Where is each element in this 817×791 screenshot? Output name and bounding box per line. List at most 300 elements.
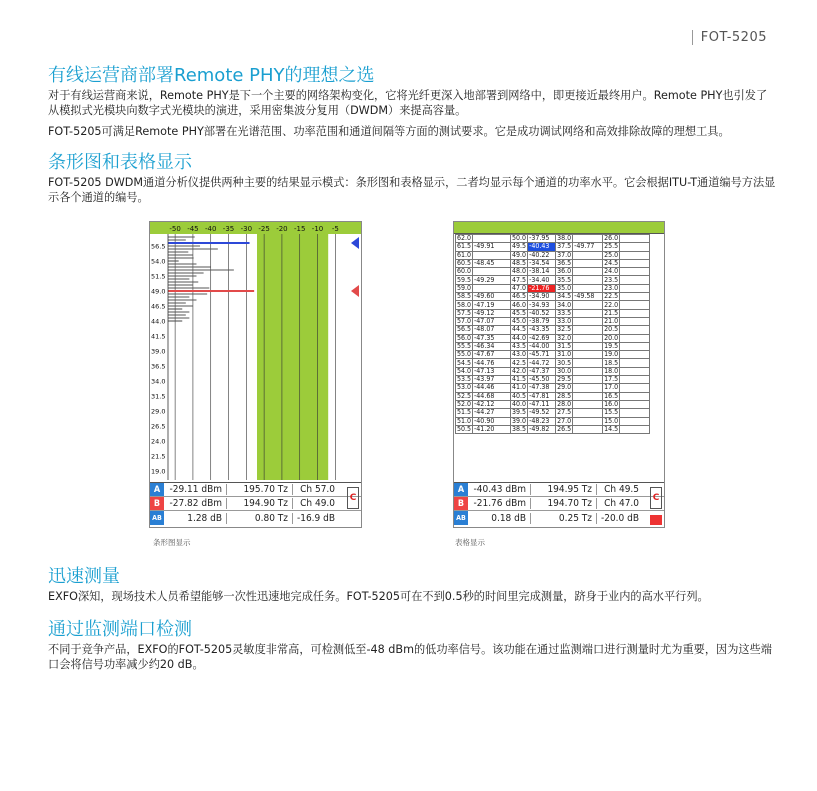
channel-number-cell: 21.5 (604, 309, 619, 317)
channel-power-cell (620, 309, 650, 317)
paragraph-remote-phy-2: FOT-5205可满足Remote PHY部署在光谱范围、功率范围和通道间隔等方面的测试要求。它是成功调试网络和高效排除故障的理想工具。 (48, 125, 730, 138)
bar-graph-caption: 条形图显示 (153, 538, 191, 547)
channel-power-cell (573, 351, 603, 359)
channel-number-cell: 31.5 (557, 342, 572, 350)
table-row (456, 243, 650, 251)
channel-number-cell: 20.0 (604, 334, 619, 342)
table-row (456, 317, 650, 325)
y-tick-label: 34.0 (151, 377, 166, 386)
channel-power-cell: -47.81 (528, 392, 556, 400)
table-row (456, 268, 650, 276)
channel-power-cell: -44.46 (473, 384, 511, 392)
channel-power-cell: -34.93 (528, 301, 556, 309)
channel-number-cell: 23.0 (604, 284, 619, 292)
channel-power-cell (620, 425, 650, 433)
bar-graph-screen (149, 221, 362, 528)
y-tick-label: 41.5 (151, 332, 166, 341)
channel-number-cell: 54.5 (457, 358, 472, 367)
y-tick-label: 19.0 (151, 467, 166, 476)
marker-a-channel: Ch 49.5 (596, 484, 642, 495)
x-tick-label: -5 (331, 225, 339, 233)
table-row (456, 276, 650, 284)
channel-number-cell: 31.0 (557, 350, 572, 359)
channel-number-cell: 36.5 (557, 259, 572, 268)
readout-row-ab (454, 511, 664, 525)
channel-power-cell (573, 417, 603, 425)
channel-power-cell: -49.52 (528, 409, 556, 417)
channel-power-cell: -41.20 (473, 425, 511, 433)
channel-number-cell: 21.0 (604, 317, 619, 326)
channel-power-cell: -45.71 (528, 351, 556, 359)
marker-ab-power-delta: 1.28 dB (187, 512, 222, 524)
channel-number-cell: 58.5 (457, 292, 472, 301)
c-battery-icon: C (650, 487, 662, 509)
channel-number-cell: 34.0 (557, 300, 572, 309)
channel-power-cell: -47.38 (528, 384, 556, 392)
channel-number-cell: 45.5 (512, 309, 527, 317)
y-tick-label: 49.0 (151, 287, 166, 296)
channel-number-cell: 50.5 (457, 425, 472, 433)
channel-number-cell: 57.0 (457, 317, 472, 326)
table-row (456, 409, 650, 417)
channel-number-cell: 55.5 (457, 342, 472, 350)
channel-number-cell: 44.5 (512, 325, 527, 334)
y-tick-label: 29.0 (151, 407, 166, 416)
readout-row-b (454, 497, 664, 511)
channel-power-cell: -47.67 (473, 351, 511, 359)
channel-power-cell: -49.12 (473, 309, 511, 317)
channel-number-cell: 45.0 (512, 317, 527, 326)
readout-row-a (150, 483, 361, 497)
channel-number-cell: 27.0 (557, 417, 572, 425)
channel-power-cell (620, 417, 650, 425)
channel-number-cell: 41.5 (512, 375, 527, 384)
table-row (456, 284, 650, 292)
channel-power-cell (573, 235, 603, 243)
channel-number-cell: 51.5 (457, 408, 472, 417)
channel-power-cell (573, 384, 603, 392)
marker-a-channel: Ch 57.0 (292, 484, 338, 495)
marker-a-power: -40.43 dBm (473, 484, 526, 495)
channel-power-cell (620, 351, 650, 359)
channel-power-cell (620, 251, 650, 259)
channel-power-cell: -42.69 (528, 334, 556, 342)
table-readout (454, 482, 664, 527)
channel-power-cell (620, 293, 650, 301)
marker-b-channel: Ch 49.0 (292, 498, 338, 509)
channel-power-cell (620, 367, 650, 375)
channel-number-cell: 18.5 (604, 358, 619, 367)
channel-power-cell: -44.27 (473, 409, 511, 417)
channel-number-cell: 23.5 (604, 275, 619, 284)
channel-number-cell: 42.5 (512, 358, 527, 367)
table-row (456, 251, 650, 259)
channel-number-cell: 24.5 (604, 259, 619, 268)
y-tick-label: 51.5 (151, 272, 166, 281)
channel-power-cell (620, 259, 650, 267)
channel-power-cell: -47.35 (473, 334, 511, 342)
channel-number-cell: 30.0 (557, 367, 572, 375)
channel-power-cell: -42.12 (473, 400, 511, 408)
x-tick-label: -30 (240, 225, 253, 233)
channel-number-cell: 48.5 (512, 259, 527, 268)
document-id: FOT-5205 (692, 30, 767, 45)
channel-number-cell: 19.5 (604, 342, 619, 350)
y-tick-label: 39.0 (151, 347, 166, 356)
channel-power-cell: -48.07 (473, 326, 511, 334)
channel-number-cell: 15.0 (604, 417, 619, 425)
channel-power-cell: -46.34 (473, 342, 511, 350)
channel-power-cell: -47.37 (528, 367, 556, 375)
channel-number-cell: 36.0 (557, 267, 572, 276)
channel-number-cell: 42.0 (512, 367, 527, 375)
channel-number-cell: 46.0 (512, 300, 527, 309)
x-tick-label: -20 (276, 225, 288, 233)
channel-power-cell: -34.54 (528, 259, 556, 267)
table-row (456, 334, 650, 342)
channel-number-cell: 51.0 (457, 417, 472, 425)
channel-number-cell: 41.0 (512, 383, 527, 392)
channel-power-cell: -43.35 (528, 326, 556, 334)
y-tick-label: 36.5 (151, 362, 166, 371)
paragraph-remote-phy-1: 对于有线运营商来说，Remote PHY是下一个主要的网络架构变化，它将光纤更深入地部署到网络中，即更接近最终用户。Remote PHY也引发了从模拟式光模块向数字式光模块的演进，采用密集波分复用（DWDM）来提高容量。 (48, 89, 768, 117)
channel-number-cell: 39.5 (512, 408, 527, 417)
channel-power-cell: -49.91 (473, 243, 511, 251)
marker-ab-osnr: -20.0 dB (596, 513, 642, 524)
channel-number-cell: 56.5 (457, 325, 472, 334)
channel-power-cell (620, 334, 650, 342)
table-display-caption: 表格显示 (455, 538, 485, 547)
channel-power-cell (573, 284, 603, 292)
channel-power-cell (573, 268, 603, 276)
channel-number-cell: 59.0 (457, 284, 472, 292)
channel-number-cell: 37.5 (557, 242, 572, 251)
channel-power-cell: -40.43 (528, 243, 556, 251)
marker-ab-frequency-delta: 0.25 Tz (530, 513, 596, 524)
section-title-fast-measurement: 迅速测量 (48, 566, 120, 587)
channel-number-cell: 34.5 (557, 292, 572, 301)
channel-power-cell (620, 317, 650, 325)
channel-power-cell: -44.72 (528, 359, 556, 367)
channel-power-cell (573, 259, 603, 267)
channel-number-cell: 49.5 (512, 242, 527, 251)
y-tick-label: 24.0 (151, 437, 166, 446)
paragraph-display-modes: FOT-5205 DWDM通道分析仪提供两种主要的结果显示模式：条形图和表格显示，二者均显示每个通道的功率水平。它会根据ITU-T通道编号方法显示各个通道的编号。 (48, 176, 776, 204)
channel-power-cell (573, 326, 603, 334)
channel-number-cell: 40.0 (512, 400, 527, 409)
marker-ab-power-delta: 0.18 dB (491, 512, 526, 524)
channel-number-cell: 61.5 (457, 242, 472, 251)
channel-power-cell (620, 301, 650, 309)
channel-power-cell (573, 400, 603, 408)
table-row (456, 400, 650, 408)
channel-power-cell (620, 235, 650, 243)
marker-b-frequency: 194.90 Tz (226, 498, 292, 509)
channel-power-cell (573, 342, 603, 350)
channel-power-cell (573, 367, 603, 375)
channel-number-cell: 22.0 (604, 300, 619, 309)
section-title-remote-phy: 有线运营商部署Remote PHY的理想之选 (48, 65, 375, 86)
y-tick-label: 26.5 (151, 422, 166, 431)
channel-power-cell (573, 317, 603, 325)
channel-number-cell: 59.5 (457, 275, 472, 284)
channel-number-cell: 52.5 (457, 392, 472, 400)
table-display-screen (453, 221, 665, 528)
table-row (456, 293, 650, 301)
channel-number-cell: 17.5 (604, 375, 619, 384)
marker-b-key: B (150, 497, 164, 510)
x-axis-band (150, 222, 361, 234)
channel-number-cell: 48.0 (512, 267, 527, 276)
table-row (456, 351, 650, 359)
table-row (456, 359, 650, 367)
table-row (456, 376, 650, 384)
channel-power-cell (573, 425, 603, 433)
marker-ab-key: AB (150, 511, 164, 525)
figures-area (48, 217, 776, 557)
channel-power-cell: -45.50 (528, 376, 556, 384)
y-tick-label: 56.5 (151, 242, 166, 251)
channel-power-cell (573, 334, 603, 342)
marker-b-channel: Ch 47.0 (596, 498, 642, 509)
table-row (456, 425, 650, 433)
channel-power-cell: -34.40 (528, 276, 556, 284)
channel-number-cell: 47.5 (512, 275, 527, 284)
marker-a-arrow-icon (351, 237, 359, 249)
channel-number-cell: 29.0 (557, 383, 572, 392)
channel-number-cell: 24.0 (604, 267, 619, 276)
channel-power-cell: -40.90 (473, 417, 511, 425)
channel-number-cell: 60.5 (457, 259, 472, 268)
channel-power-cell (573, 301, 603, 309)
channel-power-cell: -49.58 (573, 293, 603, 301)
channel-power-cell (473, 235, 511, 243)
x-tick-label: -15 (294, 225, 306, 233)
page-bottom-shade (0, 671, 792, 791)
marker-b-power: -27.82 dBm (169, 498, 222, 509)
channel-number-cell: 19.0 (604, 350, 619, 359)
channel-power-cell (620, 243, 650, 251)
y-tick-label: 54.0 (151, 257, 166, 266)
channel-power-cell: -44.76 (473, 359, 511, 367)
marker-a-key: A (150, 483, 164, 496)
x-tick-label: -40 (205, 225, 217, 233)
channel-power-cell (620, 342, 650, 350)
channel-power-cell (620, 359, 650, 367)
channel-number-cell: 22.5 (604, 292, 619, 301)
y-tick-label: 21.5 (151, 452, 166, 461)
channel-number-cell: 17.0 (604, 383, 619, 392)
readout-row-b (150, 497, 361, 511)
table-row (456, 259, 650, 267)
channel-power-cell: -37.95 (528, 235, 556, 243)
marker-b-frequency: 194.70 Tz (530, 498, 596, 509)
channel-number-cell: 26.0 (604, 234, 619, 243)
channel-number-cell: 27.5 (557, 408, 572, 417)
table-row (456, 342, 650, 350)
channel-number-cell: 61.0 (457, 251, 472, 259)
bar-graph-chart (150, 222, 361, 482)
channel-power-cell (573, 251, 603, 259)
channel-power-cell: -21.76 (528, 284, 556, 292)
table-header-bar (454, 222, 664, 234)
channel-number-cell: 38.5 (512, 425, 527, 433)
marker-a-key: A (454, 483, 468, 496)
channel-number-cell: 39.0 (512, 417, 527, 425)
c-battery-icon: C (347, 487, 359, 509)
paragraph-fast-measurement: EXFO深知，现场技术人员希望能够一次性迅速地完成任务。FOT-5205可在不到0.5秒的时间里完成测量，跻身于业内的高水平行列。 (48, 590, 709, 603)
channel-power-cell: -44.68 (473, 392, 511, 400)
channel-number-cell: 53.0 (457, 383, 472, 392)
channel-number-cell: 16.5 (604, 392, 619, 400)
channel-number-cell: 20.5 (604, 325, 619, 334)
channel-number-cell: 32.5 (557, 325, 572, 334)
channel-number-cell: 43.0 (512, 350, 527, 359)
channel-number-cell: 35.5 (557, 275, 572, 284)
channel-power-cell: -47.11 (528, 400, 556, 408)
channel-number-cell: 37.0 (557, 251, 572, 259)
channel-power-cell (573, 309, 603, 317)
channel-number-cell: 57.5 (457, 309, 472, 317)
channel-number-cell: 29.5 (557, 375, 572, 384)
marker-ab-key: AB (454, 511, 468, 525)
x-tick-label: -35 (222, 225, 235, 233)
channel-number-cell: 54.0 (457, 367, 472, 375)
table-row (456, 384, 650, 392)
channel-power-cell: -49.82 (528, 425, 556, 433)
x-tick-label: -10 (311, 225, 324, 233)
channel-power-cell (620, 400, 650, 408)
channel-number-cell: 33.5 (557, 309, 572, 317)
channel-power-cell (573, 409, 603, 417)
channel-power-cell: -49.77 (573, 243, 603, 251)
channel-number-cell: 25.5 (604, 242, 619, 251)
channel-power-cell: -38.14 (528, 268, 556, 276)
readout-row-ab (150, 511, 361, 525)
y-tick-label: 31.5 (151, 392, 166, 401)
channel-number-cell: 47.0 (512, 284, 527, 292)
channel-power-cell: -44.00 (528, 342, 556, 350)
channel-table (455, 234, 650, 434)
channel-number-cell: 38.0 (557, 234, 572, 243)
channel-power-cell: -48.23 (528, 417, 556, 425)
channel-power-cell: -49.29 (473, 276, 511, 284)
document-body (48, 64, 776, 672)
channel-number-cell: 32.0 (557, 334, 572, 342)
channel-power-cell: -47.19 (473, 301, 511, 309)
channel-number-cell: 60.0 (457, 267, 472, 276)
channel-power-cell: -43.97 (473, 376, 511, 384)
marker-b-key: B (454, 497, 468, 510)
marker-a-frequency: 195.70 Tz (226, 484, 292, 495)
section-title-display-modes: 条形图和表格显示 (48, 152, 192, 173)
x-tick-label: -25 (258, 225, 270, 233)
channel-power-cell (620, 409, 650, 417)
channel-number-cell: 43.5 (512, 342, 527, 350)
channel-power-cell (620, 268, 650, 276)
channel-number-cell: 50.0 (512, 234, 527, 243)
channel-power-cell (620, 392, 650, 400)
channel-number-cell: 16.0 (604, 400, 619, 409)
table-row (456, 301, 650, 309)
channel-number-cell: 28.0 (557, 400, 572, 409)
channel-number-cell: 15.5 (604, 408, 619, 417)
x-tick-label: -45 (187, 225, 199, 233)
red-status-indicator (650, 515, 662, 525)
channel-power-cell (573, 359, 603, 367)
paragraph-monitor-port: 不同于竞争产品，EXFO的FOT-5205灵敏度非常高，可检测低至-48 dBm的低功率信号。该功能在通过监测端口进行测量时尤为重要，因为这些端口会将信号功率减少约20 dB。 (48, 643, 772, 671)
channel-power-cell (573, 376, 603, 384)
channel-power-cell (473, 251, 511, 259)
channel-number-cell: 26.5 (557, 425, 572, 433)
channel-power-cell: -47.13 (473, 367, 511, 375)
channel-power-cell (620, 384, 650, 392)
channel-number-cell: 33.0 (557, 317, 572, 326)
channel-number-cell: 56.0 (457, 334, 472, 342)
channel-power-cell: -38.79 (528, 317, 556, 325)
channel-number-cell: 18.0 (604, 367, 619, 375)
channel-power-cell: -40.52 (528, 309, 556, 317)
marker-ab-osnr: -16.9 dB (292, 513, 338, 524)
x-tick-label: -50 (169, 225, 181, 233)
marker-a-power: -29.11 dBm (169, 484, 222, 495)
y-tick-label: 44.0 (151, 317, 166, 326)
channel-power-cell (573, 276, 603, 284)
channel-power-cell (620, 276, 650, 284)
channel-power-cell: -49.60 (473, 293, 511, 301)
channel-power-cell (620, 376, 650, 384)
channel-number-cell: 44.0 (512, 334, 527, 342)
channel-number-cell: 30.5 (557, 358, 572, 367)
marker-b-arrow-icon (351, 285, 359, 297)
table-row (456, 392, 650, 400)
table-row (456, 417, 650, 425)
section-title-monitor-port: 通过监测端口检测 (48, 619, 192, 640)
table-row (456, 326, 650, 334)
channel-power-cell: -48.45 (473, 259, 511, 267)
channel-power-cell (620, 326, 650, 334)
channel-number-cell: 58.0 (457, 300, 472, 309)
marker-ab-frequency-delta: 0.80 Tz (226, 513, 292, 524)
marker-a-frequency: 194.95 Tz (530, 484, 596, 495)
channel-number-cell: 55.0 (457, 350, 472, 359)
table-row (456, 367, 650, 375)
channel-power-cell (573, 392, 603, 400)
bar-readout (150, 482, 361, 527)
channel-number-cell: 62.0 (457, 234, 472, 243)
channel-number-cell: 40.5 (512, 392, 527, 400)
channel-number-cell: 46.5 (512, 292, 527, 301)
channel-power-cell (473, 284, 511, 292)
channel-number-cell: 28.5 (557, 392, 572, 400)
channel-power-cell: -40.22 (528, 251, 556, 259)
readout-row-a (454, 483, 664, 497)
channel-power-cell: -47.07 (473, 317, 511, 325)
channel-number-cell: 49.0 (512, 251, 527, 259)
channel-number-cell: 25.0 (604, 251, 619, 259)
channel-power-cell (620, 284, 650, 292)
channel-number-cell: 14.5 (604, 425, 619, 433)
channel-number-cell: 52.0 (457, 400, 472, 409)
y-tick-label: 46.5 (151, 302, 166, 311)
channel-number-cell: 53.5 (457, 375, 472, 384)
channel-power-cell (473, 268, 511, 276)
marker-b-power: -21.76 dBm (473, 498, 526, 509)
table-row (456, 309, 650, 317)
channel-number-cell: 35.0 (557, 284, 572, 292)
table-row (456, 235, 650, 243)
channel-power-cell: -34.90 (528, 293, 556, 301)
